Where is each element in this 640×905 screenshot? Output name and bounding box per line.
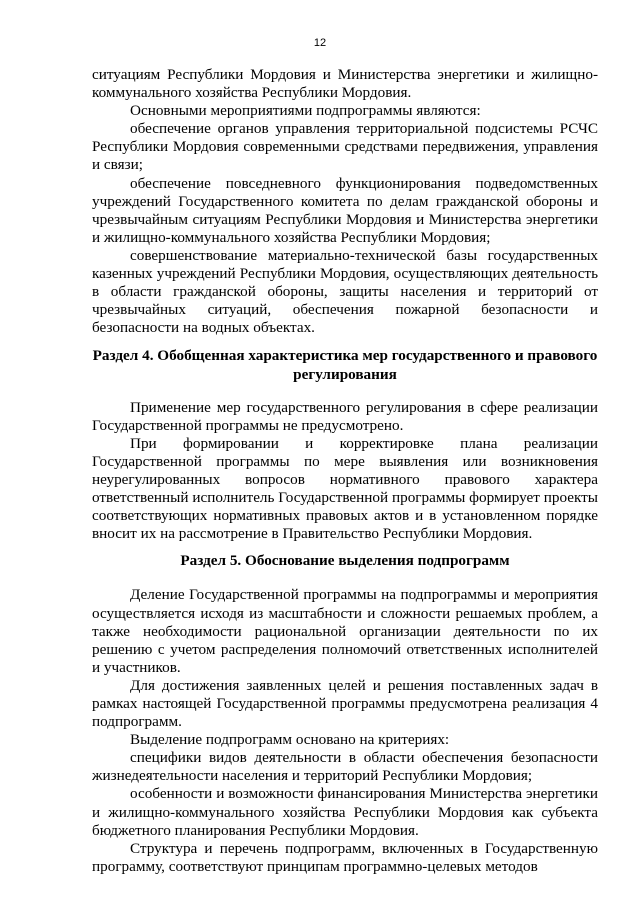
paragraph: обеспечение повседневного функционирования подведомственных учреждений Государственного комитета по делам гражданской обороны и чрезвычайным ситуациям Республики Мордовия и Министерства энергетики и жилищно-коммунального хозяйства Республики Мордовия; [92, 174, 598, 246]
paragraph: Деление Государственной программы на подпрограммы и мероприятия осуществляется исходя из масштабности и сложности решаемых проблем, а также необходимости рациональной организации деятельности по их решению с учетом распределения полномочий ответственных исполнителей и участников. [92, 586, 598, 676]
paragraph: При формировании и корректировке плана реализации Государственной программы по мере выявления или возникновения неурегулированных вопросов нормативного правового характера ответственный исполнитель Государственной программы формирует проекты соответствующих нормативных правовых актов и в установленном порядке вносит их на рассмотрение в Правительство Республики Мордовия. [92, 434, 598, 543]
paragraph: Выделение подпрограмм основано на критериях: [130, 731, 450, 749]
document-body [92, 66, 598, 876]
paragraph: Структура и перечень подпрограмм, включенных в Государственную программу, соответствуют принципам программно-целевых методов [92, 839, 598, 875]
paragraph: Для достижения заявленных целей и решения поставленных задач в рамках настоящей Государственной программы предусмотрена реализация 4 подпрограмм. [92, 676, 598, 731]
paragraph: Основными мероприятиями подпрограммы являются: [130, 102, 481, 120]
paragraph: особенности и возможности финансирования Министерства энергетики и жилищно-коммунального хозяйства Республики Мордовия как субъекта бюджетного планирования Республики Мордовия. [92, 785, 598, 839]
paragraph: обеспечение органов управления территориальной подсистемы РСЧС Республики Мордовия современными средствами передвижения, управления и связи; [92, 120, 598, 174]
section-heading: Раздел 5. Обоснование выделения подпрограмм [180, 552, 510, 570]
paragraph: Применение мер государственного регулирования в сфере реализации Государственной программы не предусмотрено. [92, 398, 598, 434]
page-number: 12 [313, 37, 327, 49]
paragraph: совершенствование материально-технической базы государственных казенных учреждений Республики Мордовия, осуществляющих деятельность в области гражданской обороны, защиты населения и территорий от чрезвычайных ситуаций, обеспечения пожарной безопасности и безопасности на водных объектах. [92, 246, 598, 337]
paragraph: специфики видов деятельности в области обеспечения безопасности жизнедеятельности населения и территорий Республики Мордовия; [92, 749, 598, 785]
paragraph: ситуациям Республики Мордовия и Министерства энергетики и жилищно-коммунального хозяйства Республики Мордовия. [92, 66, 598, 102]
section-heading: Раздел 4. Обобщенная характеристика мер государственного и правового регулирования [92, 347, 598, 383]
